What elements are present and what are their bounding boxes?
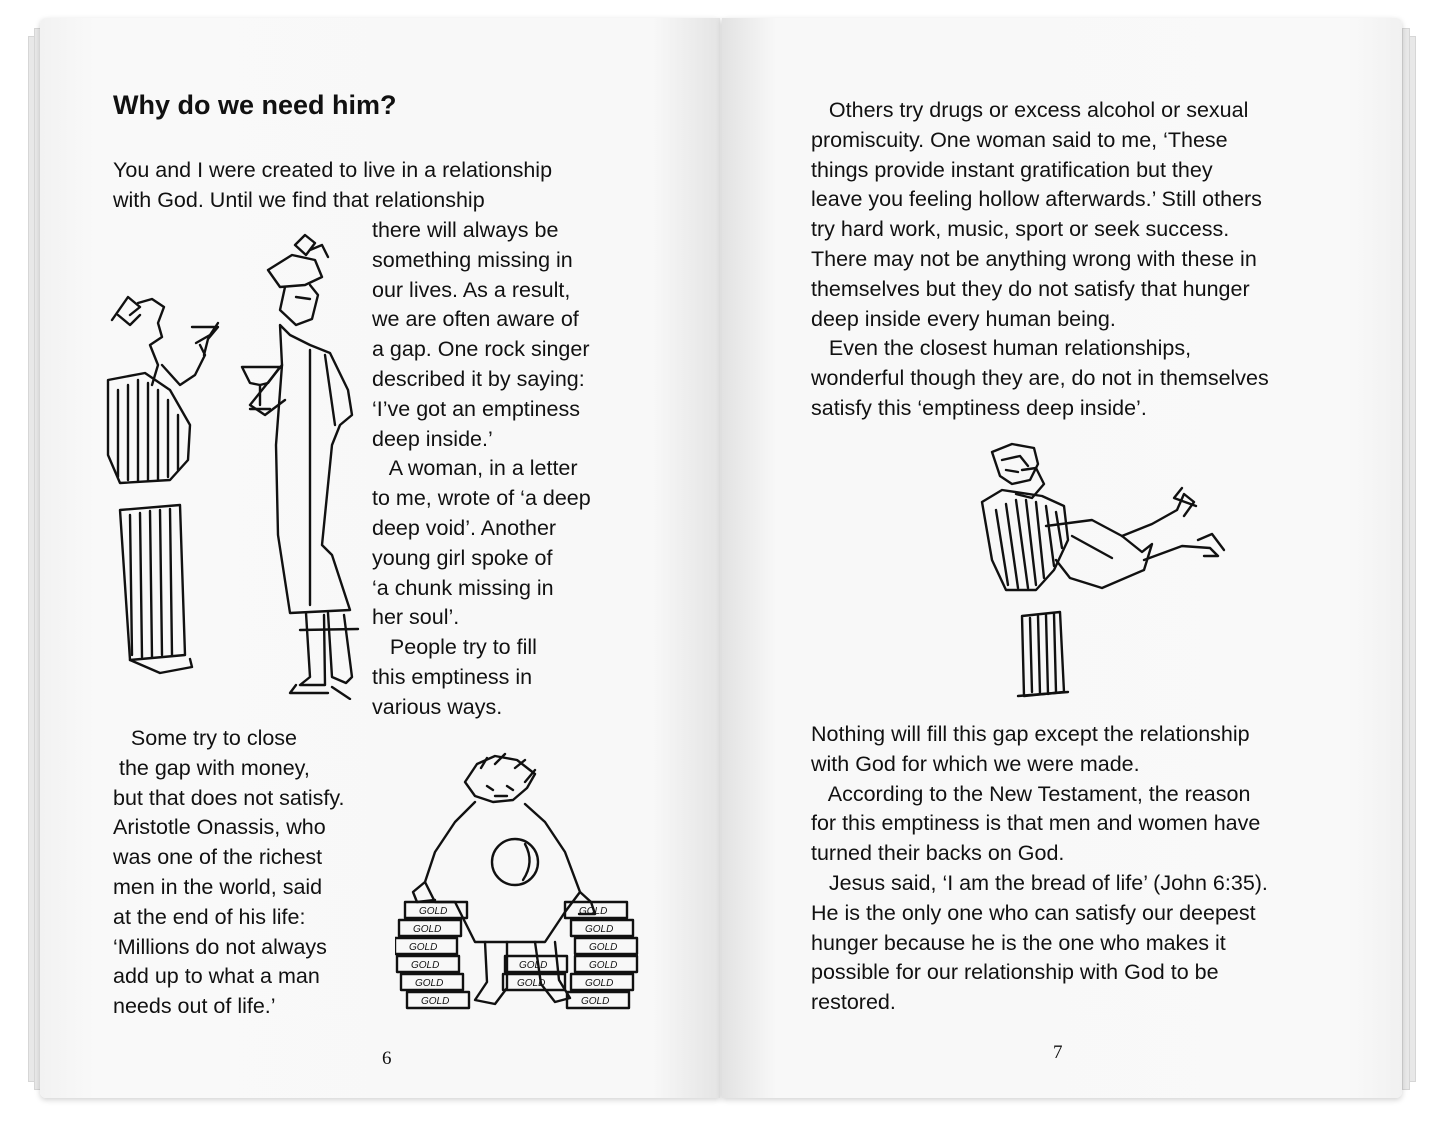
text-line: but that does not satisfy. bbox=[113, 785, 345, 810]
text-line: leave you feeling hollow afterwards.’ Still others bbox=[811, 187, 1262, 212]
text-line: wonderful though they are, do not in themselves bbox=[811, 366, 1269, 391]
text-line: According to the New Testament, the reason bbox=[811, 781, 1251, 806]
gold-label: GOLD bbox=[581, 996, 610, 1007]
gold-label: GOLD bbox=[585, 978, 614, 989]
gold-label: GOLD bbox=[409, 942, 438, 953]
text-line: things provide instant gratification but they bbox=[811, 157, 1213, 182]
text-line: with God for which we were made. bbox=[811, 751, 1140, 776]
gold-label: GOLD bbox=[413, 924, 442, 935]
text-line: something missing in bbox=[372, 247, 573, 272]
text-line: a gap. One rock singer bbox=[372, 337, 590, 362]
text-line: there will always be bbox=[372, 218, 559, 242]
text-line: young girl spoke of bbox=[372, 545, 553, 570]
man-sitting-on-gold-illustration bbox=[395, 752, 650, 1027]
gold-label: GOLD bbox=[585, 924, 614, 935]
text-line: we are often aware of bbox=[372, 307, 579, 332]
gold-label: GOLD bbox=[517, 978, 546, 989]
text-line: described it by saying: bbox=[372, 366, 585, 391]
gold-label: GOLD bbox=[421, 996, 450, 1007]
text-line: deep void’. Another bbox=[372, 515, 557, 540]
text-line: various ways. bbox=[372, 694, 503, 719]
text-line: with God. Until we find that relationship bbox=[113, 187, 485, 212]
page-edge bbox=[1402, 28, 1410, 1090]
text-line: hunger because he is the one who makes it bbox=[811, 930, 1226, 955]
text-line: was one of the richest bbox=[113, 845, 323, 870]
text-line: ‘a chunk missing in bbox=[372, 575, 554, 600]
text-line: ‘I’ve got an emptiness bbox=[372, 396, 580, 421]
gold-label: GOLD bbox=[589, 942, 618, 953]
gold-label: GOLD bbox=[589, 960, 618, 971]
column-paragraph bbox=[372, 216, 591, 723]
text-line: ‘Millions do not always bbox=[113, 934, 327, 959]
embracing-couple-illustration bbox=[972, 440, 1237, 700]
text-line: our lives. As a result, bbox=[372, 277, 571, 302]
text-line: try hard work, music, sport or seek success. bbox=[811, 217, 1230, 242]
text-line: There may not be anything wrong with these in bbox=[811, 246, 1257, 271]
page-number-left: 6 bbox=[382, 1048, 392, 1069]
text-line: He is the only one who can satisfy our deepest bbox=[811, 900, 1256, 925]
text-line: this emptiness in bbox=[372, 664, 533, 689]
bottom-paragraph bbox=[811, 720, 1268, 1018]
bottom-paragraph bbox=[113, 724, 344, 1022]
text-line: at the end of his life: bbox=[113, 904, 306, 929]
text-line: for this emptiness is that men and women have bbox=[811, 811, 1261, 836]
text-line: men in the world, said bbox=[113, 874, 323, 899]
text-line: Aristotle Onassis, who bbox=[113, 815, 326, 840]
page-heading: Why do we need him? bbox=[113, 90, 397, 120]
text-line: You and I were created to live in a relationship bbox=[113, 158, 553, 182]
top-paragraph bbox=[811, 96, 1269, 424]
text-line: needs out of life.’ bbox=[113, 994, 276, 1019]
text-line: possible for our relationship with God to be bbox=[811, 960, 1219, 985]
text-line: to me, wrote of ‘a deep bbox=[372, 486, 591, 511]
page-number-right: 7 bbox=[1053, 1042, 1063, 1063]
gold-label: GOLD bbox=[419, 906, 448, 917]
text-line: deep inside.’ bbox=[372, 426, 493, 451]
text-line: Others try drugs or excess alcohol or sexual bbox=[811, 98, 1249, 122]
couple-with-drinks-illustration bbox=[100, 215, 370, 700]
text-line: the gap with money, bbox=[113, 755, 310, 780]
text-line: People try to fill bbox=[372, 635, 537, 660]
text-line: Even the closest human relationships, bbox=[811, 336, 1192, 361]
text-line: deep inside every human being. bbox=[811, 306, 1116, 331]
text-line: themselves but they do not satisfy that hunger bbox=[811, 276, 1250, 301]
text-line: her soul’. bbox=[372, 605, 460, 630]
gold-label: GOLD bbox=[411, 960, 440, 971]
text-line: turned their backs on God. bbox=[811, 841, 1065, 866]
text-line: Nothing will fill this gap except the relationship bbox=[811, 722, 1250, 746]
text-line: promiscuity. One woman said to me, ‘These bbox=[811, 127, 1228, 152]
text-line: Jesus said, ‘I am the bread of life’ (John 6:35). bbox=[811, 870, 1268, 895]
gold-label: GOLD bbox=[415, 978, 444, 989]
text-line: satisfy this ‘emptiness deep inside’. bbox=[811, 395, 1147, 420]
gold-label: GOLD bbox=[579, 906, 608, 917]
intro-paragraph bbox=[113, 156, 552, 216]
text-line: Some try to close bbox=[113, 726, 298, 750]
text-line: A woman, in a letter bbox=[372, 456, 578, 481]
gold-label: GOLD bbox=[519, 960, 548, 971]
text-line: restored. bbox=[811, 990, 896, 1015]
text-line: add up to what a man bbox=[113, 964, 320, 989]
